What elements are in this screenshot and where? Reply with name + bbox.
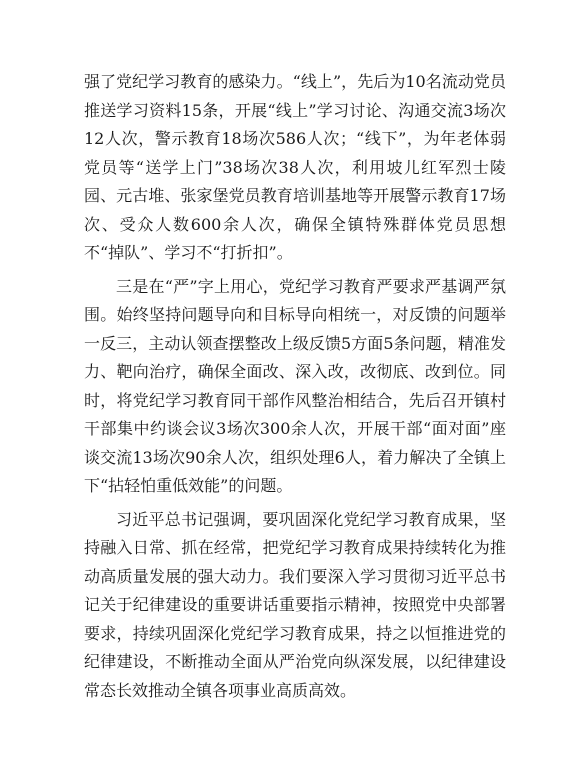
document-body — [84, 68, 506, 705]
paragraph-3: 习近平总书记强调，要巩固深化党纪学习教育成果，坚持融入日常、抓在经常，把党纪学习教育成果持续转化为推动高质量发展的强大动力。我们要深入学习贯彻习近平总书记关于纪律建设的重要讲话重要指示精神，按照党中央部署要求，持续巩固深化党纪学习教育成果，持之以恒推进党的纪律建设，不断推动全面从严治党向纵深发展，以纪律建设常态长效推动全镇各项事业高质高效。 — [84, 509, 506, 700]
paragraph-1: 强了党纪学习教育的感染力。“线上”，先后为10名流动党员推送学习资料15条，开展“线上”学习讨论、沟通交流3场次12人次，警示教育18场次586人次；“线下”，为年老体弱党员等“送学上门”38场次38人次，利用坡儿红军烈士陵园、元古堆、张家堡党员教育培训基地等开展警示教育17场次、受众人数600余人次，确保全镇特殊群体党员思想不“掉队”、学习不“打折扣”。 — [84, 72, 506, 262]
paragraph-2: 三是在“严”字上用心，党纪学习教育严要求严基调严氛围。始终坚持问题导向和目标导向相统一，对反馈的问题举一反三，主动认领查摆整改上级反馈5方面5条问题，精准发力、靶向治疗，确保全面改、深入改，改彻底、改到位。同时，将党纪学习教育同干部作风整治相结合，先后召开镇村干部集中约谈会议3场次300余人次，开展干部“面对面”座谈交流13场次90余人次，组织处理6人，着力解决了全镇上下“拈轻怕重低效能”的问题。 — [84, 276, 506, 495]
